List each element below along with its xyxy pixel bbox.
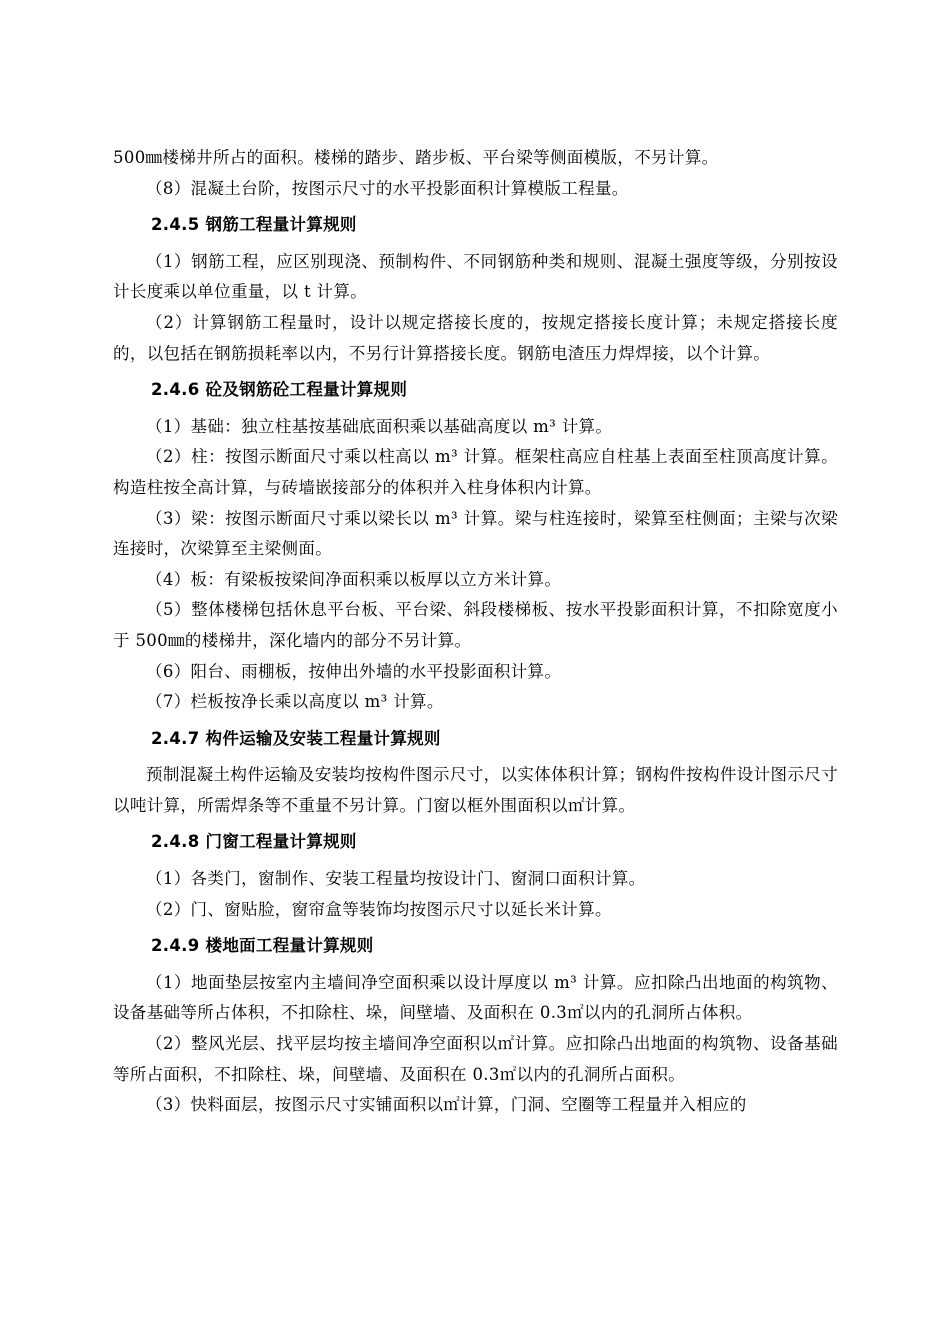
section-heading-2-4-7: 2.4.7 构件运输及安装工程量计算规则 bbox=[151, 728, 441, 748]
paragraph-concrete-balcony: （6）阳台、雨棚板，按伸出外墙的水平投影面积计算。 bbox=[146, 661, 562, 681]
paragraph-concrete-slab: （4）板：有梁板按梁间净面积乘以板厚以立方米计算。 bbox=[146, 569, 562, 589]
paragraph-concrete-beam: （3）梁：按图示断面尺寸乘以梁长以 m³ 计算。梁与柱连接时，梁算至柱侧面；主梁与次梁连接时，次梁算至主梁侧面。 bbox=[113, 508, 838, 559]
paragraph-floor-1: （1）地面垫层按室内主墙间净空面积乘以设计厚度以 m³ 计算。应扣除凸出地面的构筑物、设备基础等所占体积，不扣除柱、垛，间壁墙、及面积在 0.3㎡以内的孔洞所占体积。 bbox=[113, 972, 838, 1023]
paragraph-rebar-1: （1）钢筋工程，应区别现浇、预制构件、不同钢筋种类和规则、混凝土强度等级，分别按设计长度乘以单位重量，以 t 计算。 bbox=[113, 251, 838, 302]
section-heading-2-4-9: 2.4.9 楼地面工程量计算规则 bbox=[151, 936, 374, 956]
paragraph-transport-install: 预制混凝土构件运输及安装均按构件图示尺寸，以实体体积计算；钢构件按构件设计图示尺寸以吨计算，所需焊条等不重量不另计算。门窗以框外围面积以㎡计算。 bbox=[113, 765, 838, 815]
paragraph-concrete-foundation: （1）基础：独立柱基按基础底面积乘以基础高度以 m³ 计算。 bbox=[146, 416, 613, 436]
paragraph-floor-2: （2）整风光层、找平层均按主墙间净空面积以㎡计算。应扣除凸出地面的构筑物、设备基础等所占面积，不扣除柱、垛，间壁墙、及面积在 0.3㎡以内的孔洞所占面积。 bbox=[113, 1034, 838, 1084]
paragraph-doors-windows-1: （1）各类门，窗制作、安装工程量均按设计门、窗洞口面积计算。 bbox=[146, 869, 646, 889]
document-page bbox=[113, 143, 838, 1121]
paragraph-concrete-stairs: （5）整体楼梯包括休息平台板、平台梁、斜段楼梯板、按水平投影面积计算，不扣除宽度小于 500㎜的楼梯井，深化墙内的部分不另计算。 bbox=[113, 600, 838, 650]
paragraph-stair-formwork-cont: 500㎜楼梯井所占的面积。楼梯的踏步、踏步板、平台梁等侧面模版，不另计算。 bbox=[113, 148, 719, 167]
paragraph-doors-windows-2: （2）门、窗贴脸，窗帘盒等装饰均按图示尺寸以延长米计算。 bbox=[146, 899, 612, 919]
paragraph-concrete-steps: （8）混凝土台阶，按图示尺寸的水平投影面积计算模版工程量。 bbox=[146, 178, 629, 198]
section-heading-2-4-5: 2.4.5 钢筋工程量计算规则 bbox=[151, 215, 357, 235]
paragraph-rebar-2: （2）计算钢筋工程量时，设计以规定搭接长度的，按规定搭接长度计算；未规定搭接长度的，以包括在钢筋损耗率以内，不另行计算搭接长度。钢筋电渣压力焊焊接，以个计算。 bbox=[113, 312, 838, 363]
paragraph-floor-3: （3）快料面层，按图示尺寸实铺面积以㎡计算，门洞、空圈等工程量并入相应的 bbox=[146, 1095, 747, 1115]
paragraph-concrete-column: （2）柱：按图示断面尺寸乘以柱高以 m³ 计算。框架柱高应自柱基上表面至柱顶高度计算。构造柱按全高计算，与砖墙嵌接部分的体积并入柱身体积内计算。 bbox=[113, 447, 838, 497]
paragraph-concrete-parapet: （7）栏板按净长乘以高度以 m³ 计算。 bbox=[146, 692, 444, 712]
section-heading-2-4-8: 2.4.8 门窗工程量计算规则 bbox=[151, 832, 357, 852]
section-heading-2-4-6: 2.4.6 砼及钢筋砼工程量计算规则 bbox=[151, 380, 408, 400]
